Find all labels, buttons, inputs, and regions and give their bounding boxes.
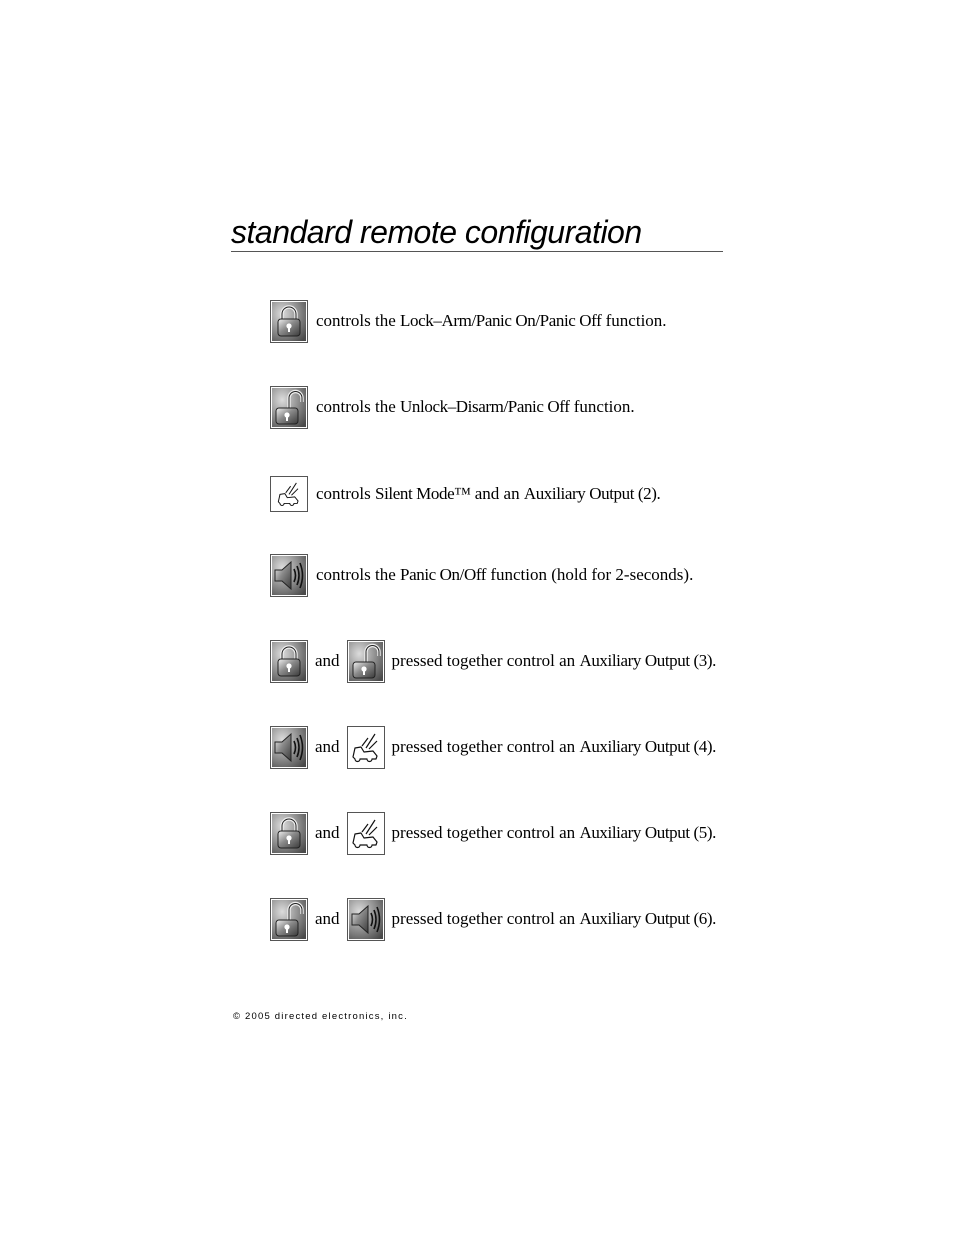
- lock-icon: [270, 812, 308, 855]
- and-label: and: [315, 909, 340, 928]
- function-name: Auxiliary Output (3): [579, 651, 713, 670]
- config-row-car: [270, 476, 661, 512]
- lock-icon: [270, 640, 308, 683]
- page-title: standard remote configuration: [231, 214, 642, 250]
- unlock-icon: [270, 386, 308, 429]
- and-label: and: [315, 737, 340, 756]
- row-text: controls the Panic On/Off function (hold for 2-seconds).: [316, 565, 694, 584]
- lock-icon: [270, 300, 308, 343]
- combo-row-aux6: [270, 896, 716, 942]
- unlock-icon: [270, 898, 308, 941]
- function-name: Auxiliary Output (6): [579, 909, 713, 928]
- car-icon: [347, 726, 385, 769]
- config-row-lock: [270, 298, 667, 344]
- row-text: controls Silent Mode™ and an Auxiliary Output (2).: [316, 484, 661, 503]
- combo-text: pressed together control an Auxiliary Output (3).: [391, 651, 717, 670]
- copyright-footer: © 2005 directed electronics, inc.: [233, 1011, 408, 1022]
- config-row-unlock: [270, 384, 635, 430]
- function-name: Lock–Arm/Panic On/Panic Off: [400, 311, 602, 330]
- speaker-icon: [270, 554, 308, 597]
- speaker-icon: [347, 898, 385, 941]
- function-name: Unlock–Disarm/Panic Off: [400, 397, 570, 416]
- function-name: Auxiliary Output (4): [579, 737, 713, 756]
- car-icon: [347, 812, 385, 855]
- combo-text: pressed together control an Auxiliary Output (4).: [391, 737, 717, 756]
- function-name: Silent Mode™: [375, 484, 471, 503]
- combo-row-aux3: [270, 638, 716, 684]
- unlock-icon: [347, 640, 385, 683]
- combo-row-aux5: [270, 810, 716, 856]
- function-name: Panic On/Off: [400, 565, 487, 584]
- function-name-2: Auxiliary Output (2): [523, 484, 657, 503]
- and-label: and: [315, 651, 340, 670]
- car-icon: [270, 476, 308, 512]
- row-text: controls the Lock–Arm/Panic On/Panic Off function.: [316, 311, 667, 330]
- config-row-speaker: [270, 552, 693, 598]
- row-text: controls the Unlock–Disarm/Panic Off function.: [316, 397, 635, 416]
- function-name: Auxiliary Output (5): [579, 823, 713, 842]
- title-underline: [231, 251, 723, 252]
- speaker-icon: [270, 726, 308, 769]
- and-label: and: [315, 823, 340, 842]
- combo-row-aux4: [270, 724, 716, 770]
- combo-text: pressed together control an Auxiliary Output (5).: [391, 823, 717, 842]
- combo-text: pressed together control an Auxiliary Output (6).: [391, 909, 717, 928]
